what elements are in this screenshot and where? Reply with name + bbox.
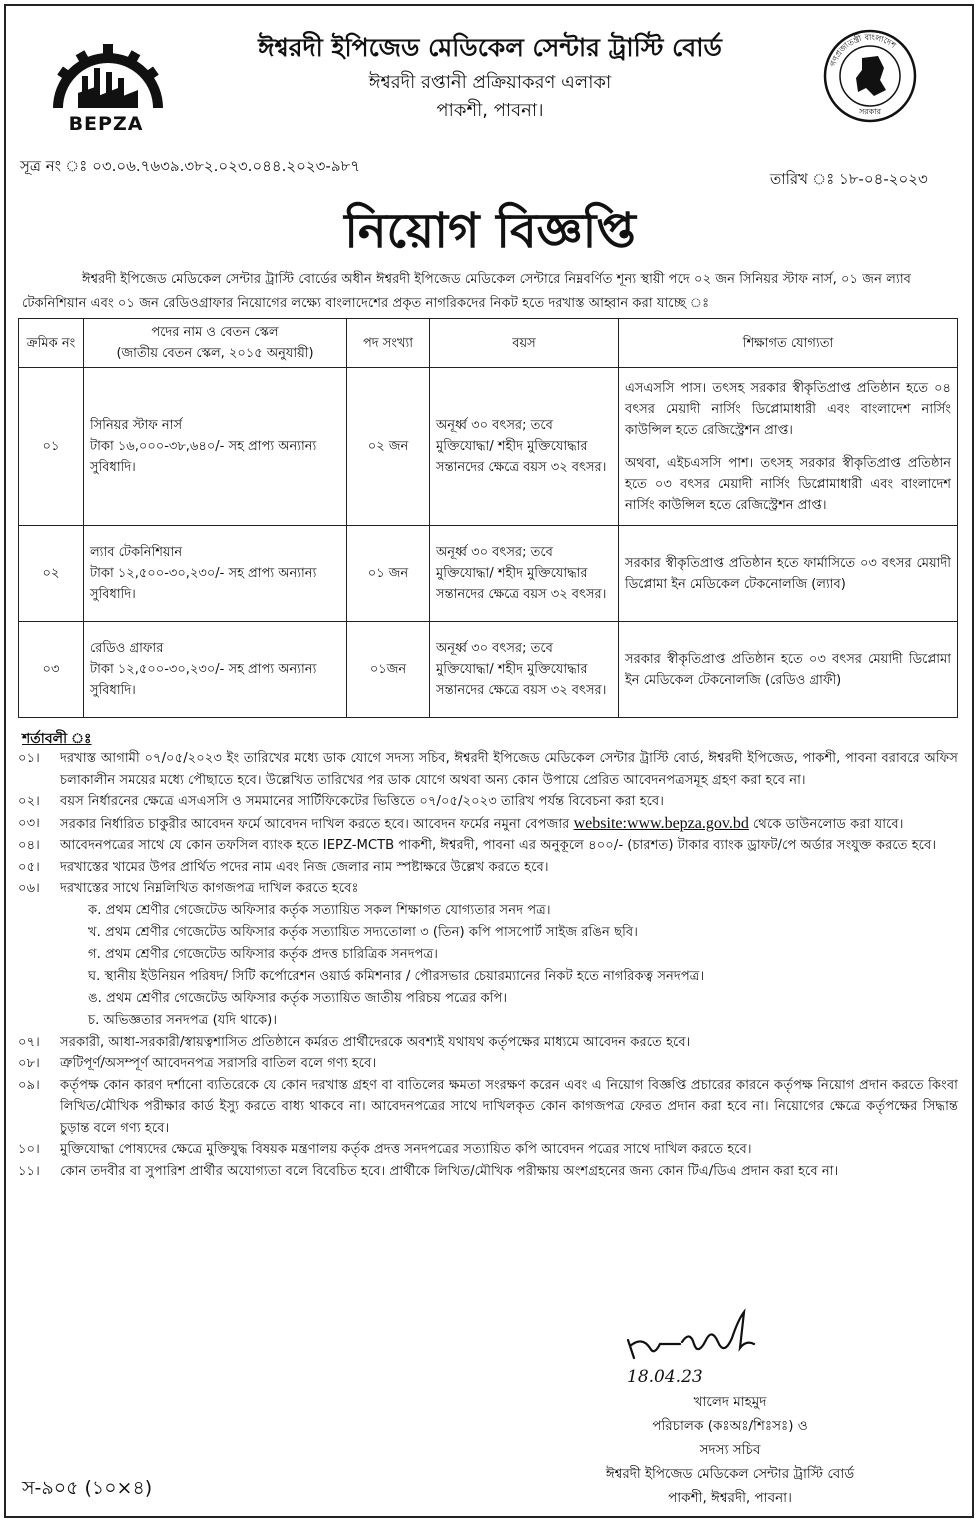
condition-item <box>18 1053 958 1075</box>
document-sub-item: ঘ. স্থানীয় ইউনিয়ন পরিষদ/ সিটি কর্পোরেশন ওয়ার্ড কমিশনার / পৌরসভার চেয়ারম্যানের নিকট হতে নাগরিকত্ব সনদপত্র। <box>88 968 705 984</box>
condition-item <box>18 835 958 857</box>
condition-number: ০১। <box>18 751 40 766</box>
seal-icon <box>822 28 918 124</box>
bepza-gear-icon <box>38 38 178 118</box>
signatory-name: খালেদ মাহমুদ <box>693 1394 767 1410</box>
document-sub-item: চ. অভিজ্ঞতার সনদপত্র (যদি থাকে)। <box>88 1012 278 1028</box>
table-row <box>19 622 958 718</box>
condition-item <box>18 813 958 836</box>
signatory-place: পাকশী, ঈশ্বরদী, পাবনা। <box>668 1490 792 1506</box>
row-education <box>619 526 958 622</box>
header-post <box>84 319 347 368</box>
row-post <box>84 368 347 526</box>
post-name: রেডিও গ্রাফার <box>90 641 164 656</box>
condition-text: সরকারী, আধা-সরকারী/স্বায়ত্বশাসিত প্রতিষ্ঠানে কর্মরত প্রার্থীদেরকে অবশ্যই যথাযথ কর্তৃপক্ষের মাধ্যমে আবেদন করতে হবে। <box>60 1034 691 1050</box>
condition-number: ০৭। <box>18 1034 40 1050</box>
condition-item <box>18 1161 958 1183</box>
signatory-title: পরিচালক (কঃঅঃ/শিঃসঃ) ও <box>652 1418 808 1434</box>
bepza-logo-text: BEPZA <box>68 113 144 135</box>
condition-item <box>18 1139 958 1161</box>
row-count: ০২ জন <box>347 368 430 526</box>
condition-text: ত্রুটিপূর্ণ/অসম্পূর্ণ আবেদনপত্র সরাসরি বাতিল বলে গণ্য হবে। <box>60 1056 377 1071</box>
condition-number: ০৬। <box>18 881 40 896</box>
table-row <box>19 368 958 526</box>
condition-text: বয়স নির্ধারনের ক্ষেত্রে এসএসসি ও সমমানের সার্টিফিকেটের ভিত্তিতে ০৭/০৫/২০২৩ তারিখ পর্যন্ত বিবেচনা করা হবে। <box>60 794 664 809</box>
government-seal <box>822 28 918 124</box>
notice-title: নিয়োগ বিজ্ঞপ্তি <box>344 203 636 259</box>
condition-number: ০২। <box>18 794 40 809</box>
condition-number: ০৪। <box>18 838 40 853</box>
notice-date: তারিখ ঃ ১৮-০৪-২০২৩ <box>770 170 928 188</box>
header-count: পদ সংখ্যা <box>347 319 430 368</box>
condition-number: ০৮। <box>18 1056 40 1071</box>
conditions-title: শর্তাবলী ঃ <box>22 731 92 747</box>
organization-subtitle: ঈশ্বরদী রপ্তানী প্রক্রিয়াকরণ এলাকা <box>368 72 612 93</box>
row-age: অনূর্ধ্ব ৩০ বৎসর; তবে মুক্তিযোদ্ধা/ শহীদ মুক্তিযোদ্ধার সন্তানদের ক্ষেত্রে বয়স ৩২ বৎসর। <box>430 526 619 622</box>
row-age: অনূর্ধ্ব ৩০ বৎসর; তবে মুক্তিযোদ্ধা/ শহীদ মুক্তিযোদ্ধার সন্তানদের ক্ষেত্রে বয়স ৩২ বৎসর। <box>430 368 619 526</box>
intro-paragraph: ঈশ্বরদী ইপিজেড মেডিকেল সেন্টার ট্রাস্টি বোর্ডের অধীন ঈশ্বরদী ইপিজেড মেডিকেল সেন্টারে নিম্নবর্ণিত শূন্য স্থায়ী পদে ০২ জন সিনিয়র স্টাফ নার্স, ০১ জন ল্যাব টেকনিশিয়ান এবং ০১ জন রেডিওগ্রাফার নিয়োগের লক্ষ্যে বাংলাদেশের প্রকৃত নাগরিকদের নিকট হতে দরখাস্ত আহ্বান করা যাচ্ছে ঃ <box>22 272 911 311</box>
row-post <box>84 622 347 718</box>
row-post <box>84 526 347 622</box>
vacancy-table <box>18 318 958 718</box>
education-option-1: সরকার স্বীকৃতিপ্রাপ্ত প্রতিষ্ঠান হতে ০৩ বৎসর মেয়াদী ডিপ্লোমা ইন মেডিকেল টেকনোলজি (রেডিও গ্রাফী) <box>625 651 951 688</box>
document-sub-item: ক. প্রথম শ্রেণীর গেজেটেড অফিসার কর্তৃক সত্যায়িত সকল শিক্ষাগত যোগ্যতার সনদ পত্র। <box>88 902 551 918</box>
condition-text: দরখাস্ত আগামী ০৭/০৫/২০২৩ ইং তারিখের মধ্যে ডাক যোগে সদস্য সচিব, ঈশ্বরদী ইপিজেড মেডিকেল সেন্টার ট্রাস্টি বোর্ড, ঈশ্বরদী ইপিজেড, পাকশী, পাবনা বরাবরে অফিস চলাকালীন সময়ের মধ্যে পৌছাতে হবে। উল্লেখিত তারিখের পর ডাক যোগে অথবা অন্য কোন উপায়ে প্রেরিত আবেদনপত্রসমূহ গ্রহণ করা হবে না। <box>60 751 958 788</box>
condition-item <box>18 791 958 813</box>
condition-number: ০৯। <box>18 1077 40 1093</box>
condition-item <box>18 1075 958 1140</box>
condition-number: ০৫। <box>18 859 40 875</box>
conditions-list <box>18 748 958 1182</box>
signatory-organization: ঈশ্বরদী ইপিজেড মেডিকেল সেন্টার ট্রাস্টি বোর্ড <box>605 1466 855 1482</box>
footer-code: স-৯০৫ (১০×৪) <box>22 1477 153 1499</box>
signatory-block <box>580 1390 880 1510</box>
condition-text-with-link <box>60 813 958 836</box>
condition-item <box>18 878 958 900</box>
organization-address: পাকশী, পাবনা। <box>436 100 544 121</box>
header-age: বয়স <box>430 319 619 368</box>
condition-item <box>18 857 958 879</box>
row-serial: ০৩ <box>19 622 84 718</box>
seal-text-bottom: সরকার <box>858 107 882 116</box>
bepza-website-link[interactable]: website:www.bepza.gov.bd <box>573 814 749 832</box>
document-sub-item: খ. প্রথম শ্রেণীর গেজেটেড অফিসার কর্তৃক সত্যায়িত সদ্যতোলা ৩ (তিন) কপি পাসপোর্ট সাইজ রঙিন ছবি। <box>88 924 638 940</box>
condition-text: কোন তদবীর বা সুপারিশ প্রার্থীর অযোগ্যতা বলে বিবেচিত হবে। প্রার্থীকে লিখিত/মৌখিক পরীক্ষায় অংশগ্রহনের জন্য কোন টিএ/ডিএ প্রদান করা হবে না। <box>60 1163 839 1179</box>
condition-text-cont: থেকে ডাউনলোড করা যাবে। <box>753 816 904 832</box>
condition-text: মুক্তিযোদ্ধা পোষ্যদের ক্ষেত্রে মুক্তিযুদ্ধ বিষয়ক মন্ত্রণালয় কর্তৃক প্রদত্ত সনদপত্রের সত্যায়িত কপি আবেদন পত্রের সাথে দাখিল করতে হবে। <box>60 1142 752 1157</box>
table-row <box>19 526 958 622</box>
education-option-1: এসএসসি পাস। তৎসহ সরকার স্বীকৃতিপ্রাপ্ত প্রতিষ্ঠান হতে ০৪ বৎসর মেয়াদী নার্সিং ডিপ্লোমাধারী এবং বাংলাদেশ নার্সিং কাউন্সিল হতে রেজিস্ট্রেশন প্রাপ্ত। <box>625 380 951 438</box>
row-education <box>619 368 958 526</box>
row-serial: ০১ <box>19 368 84 526</box>
header-education: শিক্ষাগত যোগ্যতা <box>619 319 958 368</box>
row-count: ০১জন <box>347 622 430 718</box>
condition-item <box>18 1032 958 1054</box>
row-age: অনূর্ধ্ব ৩০ বৎসর; তবে মুক্তিযোদ্ধা/ শহীদ মুক্তিযোদ্ধার সন্তানদের ক্ষেত্রে বয়স ৩২ বৎসর। <box>430 622 619 718</box>
post-name: ল্যাব টেকনিশিয়ান <box>90 545 183 560</box>
signature-date: 18.04.23 <box>627 1367 703 1387</box>
table-header-row <box>19 319 958 368</box>
row-education <box>619 622 958 718</box>
seal-text: গণপ্রজাতন্ত্রী বাংলাদেশ <box>828 32 898 68</box>
header-post-line1: পদের নাম ও বেতন স্কেল <box>151 325 279 340</box>
post-pay: টাকা ১৬,০০০-৩৮,৬৪০/- সহ প্রাপ্য অন্যান্য সুবিধাদি। <box>90 439 317 475</box>
signature-image <box>620 1300 770 1370</box>
row-count: ০১ জন <box>347 526 430 622</box>
organization-title: ঈশ্বরদী ইপিজেড মেডিকেল সেন্টার ট্রাস্টি বোর্ড <box>258 33 722 62</box>
condition-text: সরকার নির্ধারিত চাকুরীর আবেদন ফর্মে আবেদন দাখিল করতে হবে। আবেদন ফর্মের নমুনা বেপজার <box>60 816 570 832</box>
header-post-line2: (জাতীয় বেতন স্কেল, ২০১৫ অনুযায়ী) <box>116 346 314 361</box>
condition-item <box>18 748 958 791</box>
post-pay: টাকা ১২,৫০০-৩০,২৩০/- সহ প্রাপ্য অন্যান্য সুবিধাদি। <box>90 662 317 698</box>
reference-number: সূত্র নং ঃ ০৩.০৬.৭৬৩৯.৩৮২.০২৩.০৪৪.২০২৩-৯৮৭ <box>20 157 361 175</box>
condition-text: আবেদনপত্রের সাথে যে কোন তফসিল ব্যাংক হতে IEPZ-MCTB পাকশী, ঈশ্বরদী, পাবনা এর অনুকূলে ৪০০/- (চারশত) টাকার ব্যাংক ড্রাফট/পে অর্ডার সংযুক্ত করতে হবে। <box>60 838 937 853</box>
education-option-1: সরকার স্বীকৃতিপ্রাপ্ত প্রতিষ্ঠান হতে ফার্মাসিতে ০৩ বৎসর মেয়াদী ডিপ্লোমা ইন মেডিকেল টেকনোলজি (ল্যাব) <box>625 555 951 592</box>
header-serial: ক্রমিক নং <box>19 319 84 368</box>
condition-number: ১১। <box>18 1163 40 1179</box>
post-name: সিনিয়র স্টাফ নার্স <box>90 418 183 433</box>
document-sub-item: ঙ. প্রথম শ্রেণীর গেজেটেড অফিসার কর্তৃক সত্যায়িত জাতীয় পরিচয় পত্রের কপি। <box>88 990 508 1006</box>
document-sub-item: গ. প্রথম শ্রেণীর গেজেটেড অফিসার কর্তৃক প্রদত্ত চারিত্রিক সনদপত্র। <box>88 946 438 962</box>
post-pay: টাকা ১২,৫০০-৩০,২৩০/- সহ প্রাপ্য অন্যান্য সুবিধাদি। <box>90 566 317 602</box>
condition-number: ১০। <box>18 1142 40 1157</box>
row-serial: ০২ <box>19 526 84 622</box>
condition-number: ০৩। <box>18 815 40 831</box>
condition-text: দরখাস্তের সাথে নিম্নলিখিত কাগজপত্র দাখিল করতে হবেঃ <box>60 881 359 896</box>
signatory-role: সদস্য সচিব <box>699 1442 761 1458</box>
condition-text: দরখাস্তের খামের উপর প্রার্থিত পদের নাম এবং নিজ জেলার নাম স্পষ্টাক্ষরে উল্লেখ করতে হবে। <box>60 859 549 875</box>
condition-text: কর্তৃপক্ষ কোন কারণ দর্শানো ব্যতিরেকে যে কোন দরখাস্ত গ্রহণ বা বাতিলের ক্ষমতা সংরক্ষণ করেন এবং এ নিয়োগ বিজ্ঞপ্তি প্রচারের কারনে কর্তৃপক্ষ নিয়োগ প্রদান করতে কিংবা লিখিত/মৌখিক পরীক্ষার কার্ড ইস্যু করতে বাধ্য থাকবে না। আবেদনপত্রের সাথে দাখিলকৃত কোন কাগজপত্র ফেরত প্রদান করা হবে না। নিয়োগের ক্ষেত্রে কর্তৃপক্ষের সিদ্ধান্ত চুড়ান্ত বলে গণ্য হবে। <box>60 1077 958 1136</box>
signature-scribble-icon <box>620 1300 770 1370</box>
education-option-2: অথবা, এইচএসসি পাশ। তৎসহ সরকার স্বীকৃতিপ্রাপ্ত প্রতিষ্ঠান হতে ০৩ বৎসর মেয়াদী নার্সিং ডিপ্লোমাধারী এবং বাংলাদেশ নার্সিং কাউন্সিল হতে রেজিস্ট্রেশন প্রাপ্ত। <box>625 455 951 513</box>
